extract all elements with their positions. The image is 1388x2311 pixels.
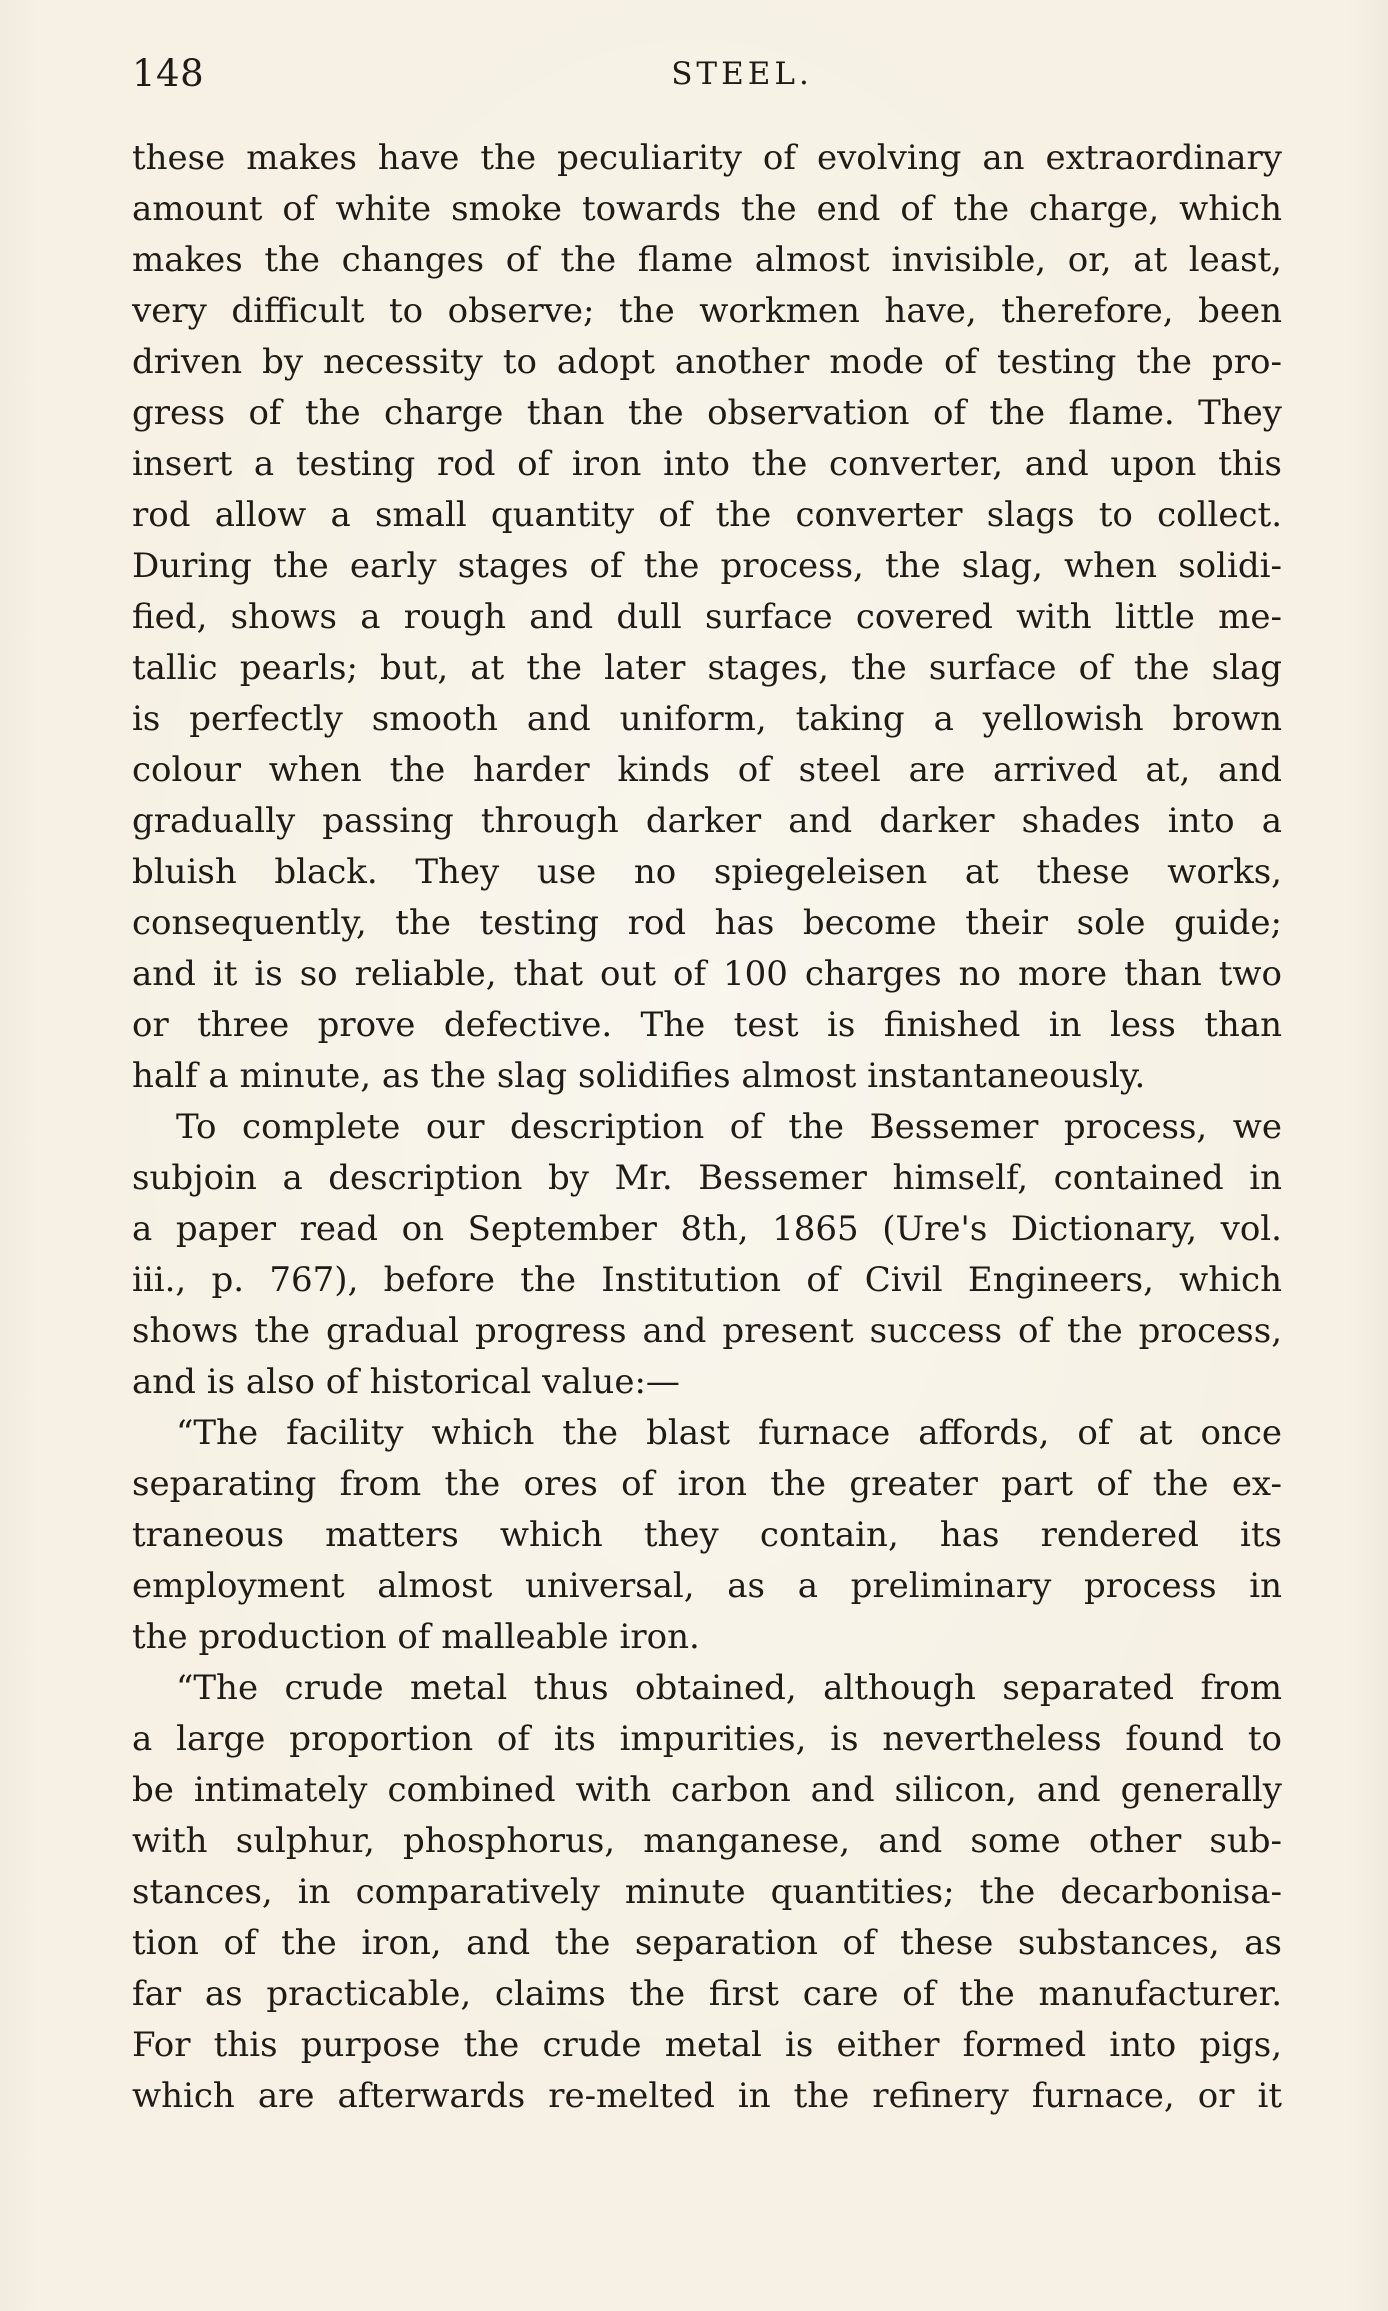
text-line: which are afterwards re-melted in the refinery furnace, or it [132, 2076, 1282, 2116]
quotation-start-line: “The facility which the blast furnace affords, of at once [176, 1413, 1282, 1453]
text-line: amount of white smoke towards the end of the charge, which [132, 189, 1282, 229]
paragraph-end-line: and is also of historical value:— [132, 1362, 680, 1402]
text-line: driven by necessity to adopt another mode of testing the pro- [132, 342, 1282, 382]
text-line: with sulphur, phosphorus, manganese, and some other sub- [132, 1821, 1282, 1861]
text-line: subjoin a description by Mr. Bessemer himself, contained in [132, 1158, 1282, 1198]
text-line: rod allow a small quantity of the converter slags to collect. [132, 495, 1282, 535]
text-line: makes the changes of the flame almost invisible, or, at least, [132, 240, 1282, 280]
text-line: bluish black. They use no spiegeleisen at these works, [132, 852, 1282, 892]
text-line: colour when the harder kinds of steel are arrived at, and [132, 750, 1282, 790]
text-line: shows the gradual progress and present success of the process, [132, 1311, 1282, 1351]
text-line: employment almost universal, as a preliminary process in [132, 1566, 1282, 1606]
body-text [132, 133, 1282, 2122]
text-line: insert a testing rod of iron into the converter, and upon this [132, 444, 1282, 484]
text-line: consequently, the testing rod has become their sole guide; [132, 903, 1282, 943]
text-line: far as practicable, claims the first care of the manufacturer. [132, 1974, 1282, 2014]
text-line: stances, in comparatively minute quantities; the decarbonisa- [132, 1872, 1282, 1912]
text-line: a paper read on September 8th, 1865 (Ure's Dictionary, vol. [132, 1209, 1282, 1249]
text-line: and it is so reliable, that out of 100 charges no more than two [132, 954, 1282, 994]
text-line: During the early stages of the process, the slag, when solidi- [132, 546, 1282, 586]
text-line: a large proportion of its impurities, is nevertheless found to [132, 1719, 1282, 1759]
text-line: tallic pearls; but, at the later stages, the surface of the slag [132, 648, 1282, 688]
text-line: be intimately combined with carbon and silicon, and generally [132, 1770, 1282, 1810]
paragraph-start-line: To complete our description of the Bessemer process, we [176, 1107, 1282, 1147]
text-line: tion of the iron, and the separation of these substances, as [132, 1923, 1282, 1963]
text-line: these makes have the peculiarity of evolving an extraordinary [132, 138, 1282, 178]
text-line: traneous matters which they contain, has rendered its [132, 1515, 1282, 1555]
text-line: is perfectly smooth and uniform, taking a yellowish brown [132, 699, 1282, 739]
page-header [132, 50, 1280, 98]
text-line: iii., p. 767), before the Institution of Civil Engineers, which [132, 1260, 1282, 1300]
text-line: gradually passing through darker and darker shades into a [132, 801, 1282, 841]
running-title: STEEL. [671, 56, 813, 92]
text-line: very difficult to observe; the workmen have, therefore, been [132, 291, 1282, 331]
paragraph-end-line: half a minute, as the slag solidifies almost instantaneously. [132, 1056, 1146, 1096]
text-line: fied, shows a rough and dull surface covered with little me- [132, 597, 1282, 637]
text-line: For this purpose the crude metal is either formed into pigs, [132, 2025, 1282, 2065]
paragraph-end-line: the production of malleable iron. [132, 1617, 700, 1657]
quotation-start-line: “The crude metal thus obtained, although separated from [176, 1668, 1282, 1708]
text-line: gress of the charge than the observation of the flame. They [132, 393, 1282, 433]
page-number: 148 [132, 52, 205, 95]
text-line: or three prove defective. The test is finished in less than [132, 1005, 1282, 1045]
text-line: separating from the ores of iron the greater part of the ex- [132, 1464, 1282, 1504]
